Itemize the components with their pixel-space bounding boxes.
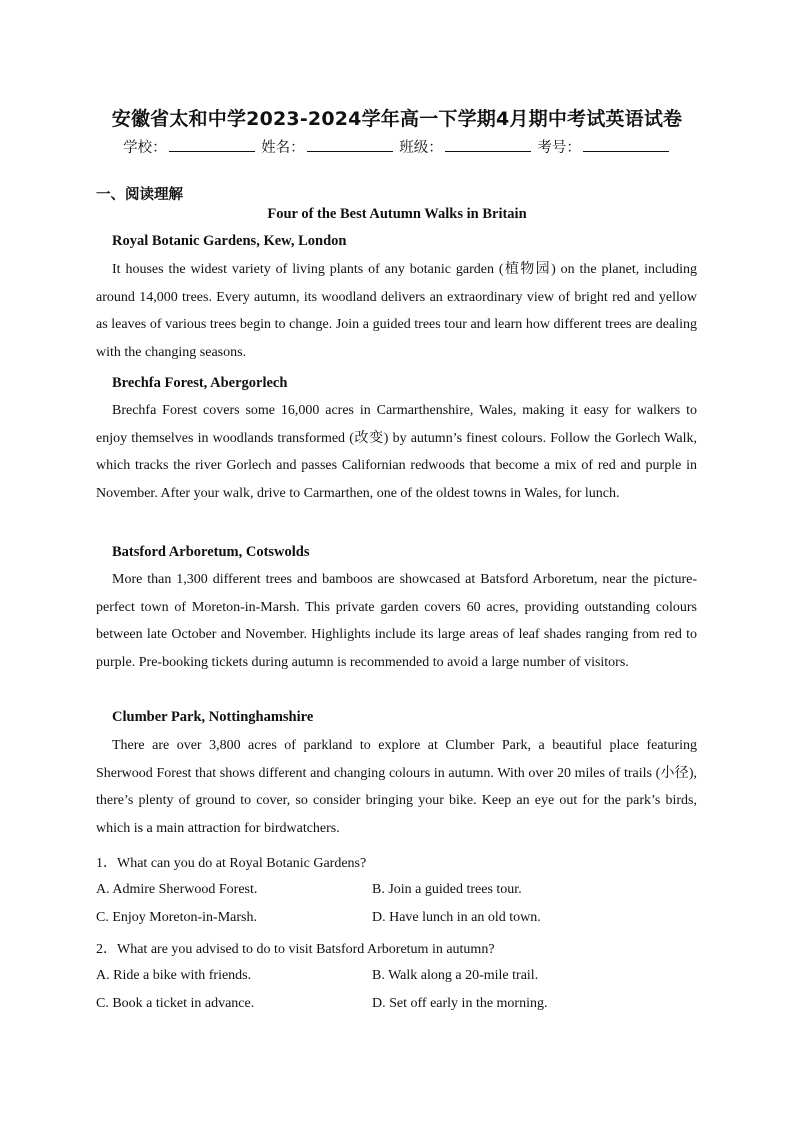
exam-number-blank[interactable] xyxy=(583,137,669,152)
paragraph-text: There are over 3,800 acres of parkland to explore at Clumber Park, a beautiful place featuring Sherwood Forest that shows different and changing colours in autumn. With over 20 miles of trails (小径), there’s plenty of ground to cover, so consider bringing your bike. Keep an eye out for the park’s birds, which is a main attraction for birdwatchers. xyxy=(96,738,697,837)
exam-number-label: 考号： xyxy=(537,140,581,156)
class-blank[interactable] xyxy=(445,137,531,152)
passage-paragraph-2 xyxy=(96,397,697,508)
passage-heading-2: Brechfa Forest, Abergorlech xyxy=(112,375,288,391)
school-label: 学校： xyxy=(123,140,167,156)
question-1-option-c[interactable]: C. Enjoy Moreton-in-Marsh. xyxy=(96,910,257,925)
name-label: 姓名： xyxy=(261,140,305,156)
question-2-option-b[interactable]: B. Walk along a 20-mile trail. xyxy=(372,968,539,983)
question-2-option-a[interactable]: A. Ride a bike with friends. xyxy=(96,968,252,983)
passage-paragraph-3 xyxy=(96,566,697,677)
question-1-option-d[interactable]: D. Have lunch in an old town. xyxy=(372,910,541,925)
exam-title: 安徽省太和中学2023-2024学年高一下学期4月期中考试英语试卷 xyxy=(111,108,683,130)
question-1-option-a[interactable]: A. Admire Sherwood Forest. xyxy=(96,882,258,897)
passage-paragraph-1 xyxy=(96,256,697,367)
question-1-stem: 1．What can you do at Royal Botanic Gardens? xyxy=(96,856,367,871)
question-2-option-d[interactable]: D. Set off early in the morning. xyxy=(372,996,548,1011)
question-2-option-c[interactable]: C. Book a ticket in advance. xyxy=(96,996,255,1011)
paragraph-text: It houses the widest variety of living plants of any botanic garden (植物园) on the planet, including around 14,000 trees. Every autumn, its woodland delivers an extraordinary view of bright red and yellow as leaves of various trees begin to change. Join a guided trees tour and learn how different trees are dealing with the changing seasons. xyxy=(96,262,697,361)
passage-heading-1: Royal Botanic Gardens, Kew, London xyxy=(112,233,347,249)
class-label: 班级： xyxy=(399,140,443,156)
passage-heading-3: Batsford Arboretum, Cotswolds xyxy=(112,544,310,560)
question-1-option-b[interactable]: B. Join a guided trees tour. xyxy=(372,882,522,897)
question-2-stem: 2．What are you advised to do to visit Batsford Arboretum in autumn? xyxy=(96,942,495,957)
passage-heading-4: Clumber Park, Nottinghamshire xyxy=(112,709,314,725)
section-title: 一、阅读理解 xyxy=(96,187,183,203)
school-blank[interactable] xyxy=(169,137,255,152)
paragraph-text: More than 1,300 different trees and bamboos are showcased at Batsford Arboretum, near the picture-perfect town of Moreton-in-Marsh. This private garden covers 60 acres, providing outstanding colours between late October and November. Highlights include its large areas of leaf shades ranging from red to purple. Pre-booking tickets during autumn is recommended to avoid a large number of visitors. xyxy=(96,572,697,671)
paragraph-text: Brechfa Forest covers some 16,000 acres in Carmarthenshire, Wales, making it easy for walkers to enjoy themselves in woodlands transformed (改变) by autumn’s finest colours. Follow the Gorlech Walk, which tracks the river Gorlech and passes Californian redwoods that become a mix of red and purple in November. After your walk, drive to Carmarthen, one of the oldest towns in Wales, for lunch. xyxy=(96,403,697,502)
student-info-line xyxy=(0,136,794,157)
passage-paragraph-4 xyxy=(96,732,697,843)
passage-title: Four of the Best Autumn Walks in Britain xyxy=(267,206,527,222)
name-blank[interactable] xyxy=(307,137,393,152)
